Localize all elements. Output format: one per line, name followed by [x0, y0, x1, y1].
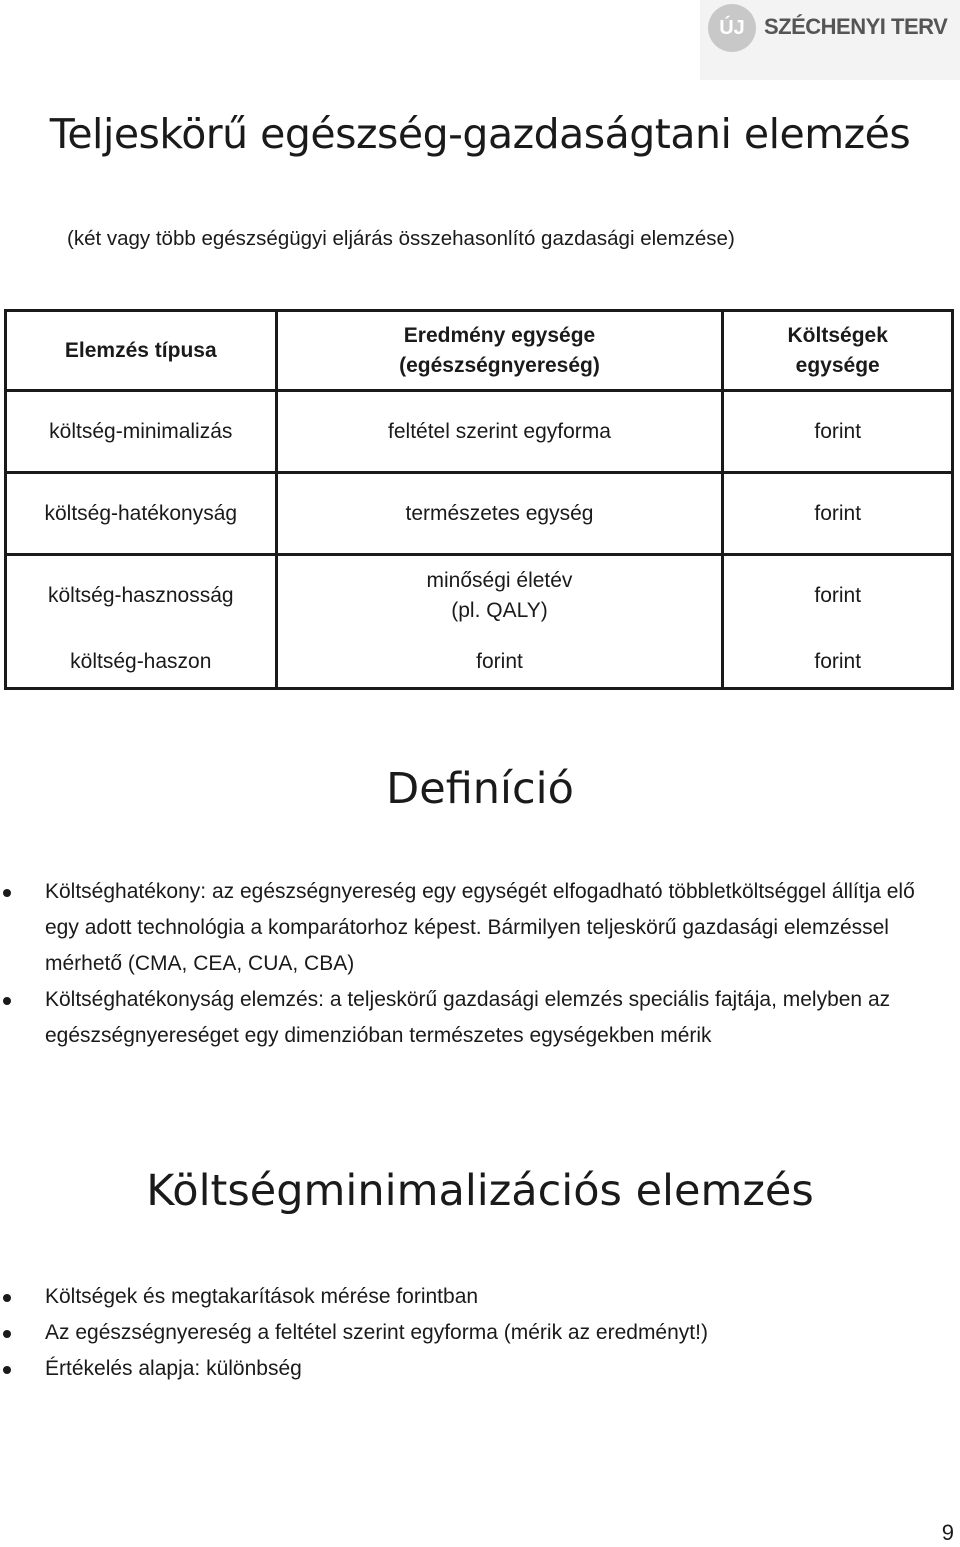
table-cell: forint: [276, 637, 723, 689]
table-cell: költség-minimalizás: [6, 391, 277, 473]
header-line: Eredmény egysége: [403, 323, 596, 347]
table-cell: költség-hasznosság: [6, 555, 277, 637]
list-item-text: Költséghatékony: az egészségnyereség egy egységét elfogadható többletköltséggel állítja elő egy adott technológia a komparátorhoz képest. Bármilyen teljeskörű gazdasági elemzéssel mérhető (CMA, CEA, CUA, CBA): [45, 880, 915, 975]
table-cell: feltétel szerint egyforma: [276, 391, 723, 473]
page-subtitle: (két vagy több egészségügyi eljárás összehasonlító gazdasági elemzése): [67, 227, 735, 250]
logo-mark-text: ÚJ: [719, 17, 745, 39]
table-cell: költség-hatékonyság: [6, 473, 277, 555]
list-item-text: Költséghatékonyság elemzés: a teljeskörű gazdasági elemzés speciális fajtája, melyben az egészségnyereséget egy dimenzióban természetes egységekben mérik: [45, 988, 891, 1047]
list-item-text: Értékelés alapja: különbség: [45, 1357, 302, 1380]
szechenyi-terv-logo: [700, 0, 960, 80]
table-row: [6, 555, 953, 637]
logo-circle-icon: [708, 4, 756, 52]
page-title: Teljeskörű egészség-gazdaságtani elemzés: [49, 110, 911, 158]
table-cell: forint: [723, 473, 953, 555]
table-cell: forint: [723, 555, 953, 637]
table-header-cell: Elemzés típusa: [6, 311, 277, 391]
definition-list: [0, 874, 945, 1054]
header-line: (egészségnyereség): [399, 353, 600, 377]
table-header-cell: [723, 311, 953, 391]
definition-heading: Definíció: [386, 764, 574, 814]
table-row: [6, 637, 953, 689]
list-item-text: Költségek és megtakarítások mérése forintban: [45, 1285, 479, 1308]
table-cell: forint: [723, 391, 953, 473]
page-number: 9: [941, 1520, 954, 1545]
bullet-icon: [3, 889, 11, 897]
analysis-types-table: [4, 309, 954, 690]
table-cell: természetes egység: [276, 473, 723, 555]
cost-minimization-heading: Költségminimalizációs elemzés: [146, 1166, 814, 1216]
table-row: [6, 473, 953, 555]
cell-line: (pl. QALY): [451, 599, 548, 623]
list-item-text: Az egészségnyereség a feltétel szerint egyforma (mérik az eredményt!): [45, 1321, 708, 1344]
bullet-icon: [3, 997, 11, 1005]
table-row: [6, 391, 953, 473]
table-header-row: [6, 311, 953, 391]
list-item: [0, 1351, 945, 1387]
bullet-icon: [3, 1366, 11, 1374]
table-cell: [276, 555, 723, 637]
table-cell: forint: [723, 637, 953, 689]
cost-minimization-list: [0, 1279, 945, 1387]
bullet-icon: [3, 1330, 11, 1338]
list-item: [0, 1279, 945, 1315]
list-item: [0, 1315, 945, 1351]
table-cell: költség-haszon: [6, 637, 277, 689]
list-item: [0, 982, 945, 1054]
header-line: Költségek: [787, 323, 888, 347]
table-header-cell: [276, 311, 723, 391]
cell-line: minőségi életév: [426, 569, 573, 593]
logo-text: SZÉCHENYI TERV: [764, 14, 948, 39]
list-item: [0, 874, 945, 982]
bullet-icon: [3, 1294, 11, 1302]
header-line: egysége: [795, 353, 880, 377]
